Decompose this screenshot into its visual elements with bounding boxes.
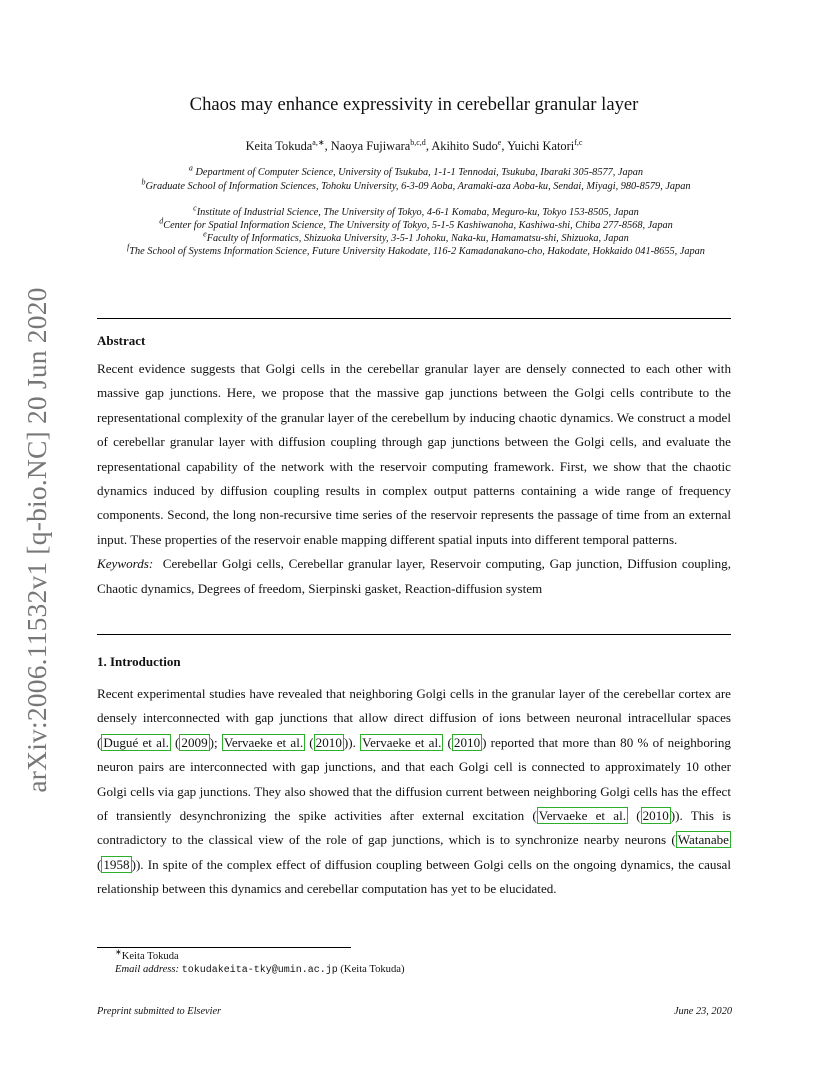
intro-body [97,682,731,902]
footer-date: June 23, 2020 [673,1006,732,1017]
abstract-text: Recent evidence suggests that Golgi cells in the cerebellar granular layer are densely connected to each other with massive gap junctions. Here, we propose that the massive gap junctions between the Golgi cells contribute to the representational complexity of the granular layer of the cerebellum by inducing chaotic dynamics. We construct a model of cerebellar granular layer with diffusion coupling through gap junctions between the Golgi cells, and evaluate the representational capability of the network with the reservoir computing framework. First, we show that the chaotic dynamics induced by diffusion coupling results in complex output patterns containing a wide range of frequency components. Second, the long non-recursive time series of the reservoir represents the passage of time from an external input. These properties of the reservoir enable mapping different spatial inputs into different temporal patterns. [97,361,731,547]
abstract-body [97,357,731,601]
citation-link[interactable]: Vervaeke et al. [362,734,442,750]
footnote-email: Email address: tokudakeita-tky@umin.ac.jp (Keita Tokuda) [115,964,405,976]
section-heading: 1. Introduction [97,654,181,669]
email-address[interactable]: tokudakeita-tky@umin.ac.jp [181,965,338,976]
citation-link[interactable]: 2010 [642,808,669,824]
affiliation: $^e$Faculty of Informatics, Shizuoka University, 3-5-1 Johoku, Naka-ku, Hamamatsu-shi, Shizuoka, Japan [203,229,629,244]
intro-paragraph: Recent experimental studies have revealed that neighboring Golgi cells in the granular layer of the cerebellar cortex are densely interconnected with gap junctions that allow direct diffusion of ions between neuronal intracellular spaces ( Dugué et al. ( 2009 ); Vervaeke et al. ( 2010 )). Vervaeke et al. ( 2010 ) reported that more than 80 % of neighboring neuron pairs are interconnected with gap junctions, and that each Golgi cell is connected to approximately 10 other Golgi cells via gap junctions. They also showed that the diffusion current between neighboring Golgi cells has the effect of transiently desynchronizing the spike activities after external excitation ( Vervaeke et al. ( 2010 )). This is contradictory to the classical view of the role of gap junctions, which is to synchronize nearby neurons ( Watanabe ( 1958 )). In spite of the complex effect of diffusion coupling between Golgi cells on the ongoing dynamics, the causal relationship between this dynamics and cerebellar computation has yet to be elucidated. [97,686,731,897]
divider [97,318,731,319]
citation-link[interactable]: Watanabe [677,832,729,848]
arxiv-side-stamp: arXiv:2006.11532v1 [q-bio.NC] 20 Jun 2020 [21,287,52,793]
affiliation: $^c$Institute of Industrial Science, The University of Tokyo, 4-6-1 Komaba, Meguro-ku, Tokyo 153-8505, Japan [193,203,639,218]
citation-link[interactable]: Vervaeke et al. [538,808,626,824]
affiliation: $^d$Center for Spatial Information Science, The University of Tokyo, 5-1-5 Kashiwanoha, Kashiwa-shi, Chiba 277-8568, Japan [159,216,673,231]
citation-link[interactable]: 2010 [453,734,481,750]
footer-left: Preprint submitted to Elsevier [97,1006,222,1017]
author-name: Keita Tokuda [245,139,313,153]
affiliation: $^f$The School of Systems Information Science, Future University Hakodate, 116-2 Kamadanakano-cho, Hakodate, Hokkaido 041-8655, Japan [127,242,705,257]
divider [97,634,731,635]
footnote-author: ∗Keita Tokuda [115,947,179,962]
author-name: Akihito Sudo [431,139,498,153]
affiliation: $^b$Graduate School of Information Sciences, Tohoku University, 6-3-09 Aoba, Aramaki-aza Aoba-ku, Sendai, Miyagi, 980-8579, Japan [141,177,691,192]
affiliation: $^a$ Department of Computer Science, University of Tsukuba, 1-1-1 Tennodai, Tsukuba, Ibaraki 305-8577, Japan [188,163,644,178]
citation-link[interactable]: 1958 [103,856,130,872]
citation-link[interactable]: Dugué et al. [103,734,169,750]
citation-link[interactable]: 2010 [315,734,342,750]
author-list: Keita Tokuda$^{a,∗}$, Naoya Fujiwara$^{b,c,d}$, Akihito Sudo$^e$, Yuichi Katori$^{f,c}$ [245,137,583,153]
author-name: Yuichi Katori [507,139,575,153]
keywords: Keywords: Cerebellar Golgi cells, Cerebellar granular layer, Reservoir computing, Gap junction, Diffusion coupling, Chaotic dynamics, Degrees of freedom, Sierpinski gasket, Reaction-diffusion system [97,556,731,596]
footnote-rule [97,947,351,948]
paper-title: Chaos may enhance expressivity in cerebellar granular layer [189,94,639,115]
abstract-heading: Abstract [97,333,146,348]
citation-link[interactable]: 2009 [181,734,208,750]
author-name: Naoya Fujiwara [330,139,411,153]
citation-link[interactable]: Vervaeke et al. [223,734,304,750]
